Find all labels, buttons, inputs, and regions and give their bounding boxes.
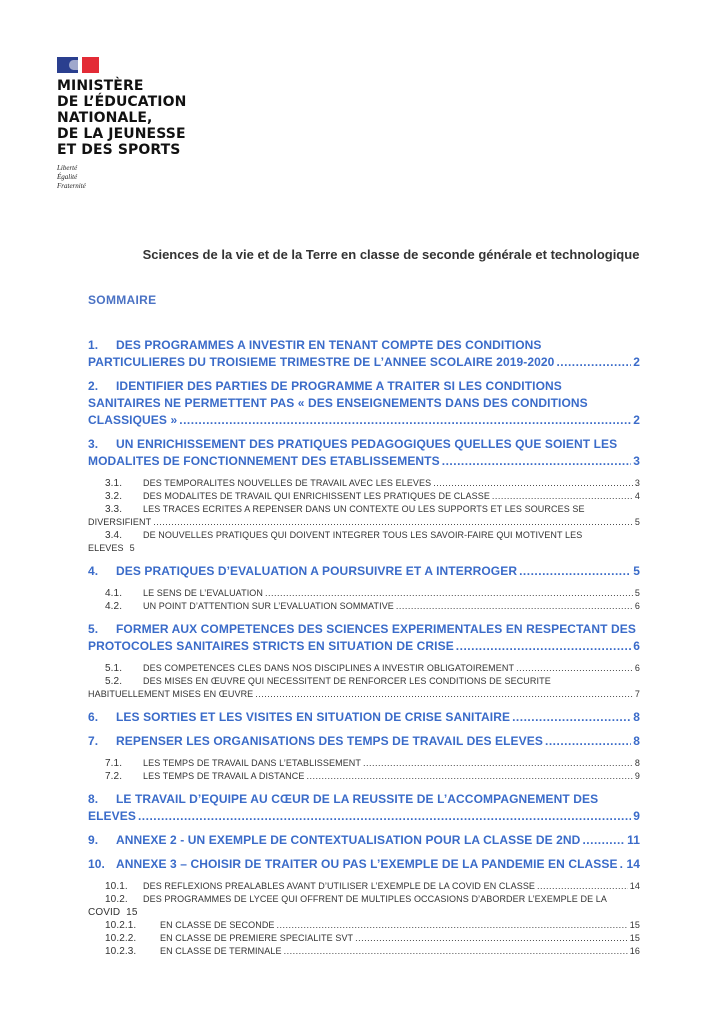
motto-line: Égalité <box>57 173 78 181</box>
toc-page-number: 3 <box>633 454 640 468</box>
toc-line <box>88 638 640 655</box>
toc-subsection-number: 3.3. <box>105 504 123 515</box>
toc-subsection-link[interactable] <box>88 662 640 675</box>
toc-section-link[interactable] <box>88 436 640 470</box>
french-flag-icon <box>57 57 99 73</box>
toc-leader-dots <box>284 945 628 958</box>
toc-entry-text: CLASSIQUES » <box>88 413 178 427</box>
toc-subsection-number: 3.2. <box>105 491 123 502</box>
ministry-line: MINISTÈRE <box>57 78 144 94</box>
toc-subsection-link[interactable] <box>88 880 640 893</box>
toc-line <box>88 856 640 873</box>
toc-subsection-number: 7.2. <box>105 771 123 782</box>
toc-subsection-link[interactable] <box>88 477 640 490</box>
toc-entry-text: EN CLASSE DE SECONDE <box>160 920 275 930</box>
toc-line <box>105 945 640 958</box>
toc-leader-dots <box>255 688 633 701</box>
toc-page-number: 2 <box>633 413 640 427</box>
toc-leader-dots <box>265 587 633 600</box>
toc-line <box>105 477 640 490</box>
toc-entry-text: DES COMPETENCES CLES DANS NOS DISCIPLINES A INVESTIR OBLIGATOIREMENT <box>143 663 515 673</box>
toc-subsection-link[interactable] <box>88 675 640 701</box>
toc-entry-text: UN POINT D’ATTENTION SUR L’EVALUATION SOMMATIVE <box>143 601 394 611</box>
toc-line <box>88 354 640 371</box>
toc-entry-text: LES TEMPS DE TRAVAIL DANS L’ETABLISSEMENT <box>143 758 361 768</box>
toc-leader-dots <box>396 600 633 613</box>
toc-leader-dots <box>492 490 633 503</box>
toc-section-number: 8. <box>88 792 99 806</box>
toc-entry-text: DES MODALITES DE TRAVAIL QUI ENRICHISSENT LES PRATIQUES DE CLASSE <box>143 491 490 501</box>
toc-subsection-number: 3.4. <box>105 530 123 541</box>
toc-subsection-link[interactable] <box>88 770 640 783</box>
toc-entry-text: PROTOCOLES SANITAIRES STRICTS EN SITUATION DE CRISE <box>88 639 454 653</box>
toc-line <box>88 688 640 701</box>
toc-entry-text: ELEVES <box>88 809 136 823</box>
toc-page-number: 6 <box>633 639 640 653</box>
toc-leader-dots <box>456 638 631 655</box>
toc-line <box>105 932 640 945</box>
toc-page-number: 15 <box>629 920 640 930</box>
toc-page-number: 8 <box>633 734 640 748</box>
toc-page-number: 5 <box>634 517 640 527</box>
toc-leader-dots <box>355 932 628 945</box>
ministry-line: ET DES SPORTS <box>57 142 181 158</box>
toc-subsection-link[interactable] <box>88 503 640 529</box>
toc-entry-text: EN CLASSE DE PREMIERE SPECIALITE SVT <box>160 933 354 943</box>
toc-line <box>88 563 640 580</box>
toc-leader-dots <box>363 757 633 770</box>
toc-entry-text: PARTICULIERES DU TROISIEME TRIMESTRE DE L’ANNEE SCOLAIRE 2019-2020 <box>88 355 555 369</box>
toc-page-number: 7 <box>634 689 640 699</box>
toc-line <box>88 832 640 849</box>
toc-entry-text: ELEVES <box>88 543 124 553</box>
toc-leader-dots <box>179 412 631 429</box>
toc-page-number: 5 <box>633 564 640 578</box>
toc-leader-dots <box>582 832 625 849</box>
toc-section-number: 9. <box>88 833 99 847</box>
toc-entry-text: 8. LE TRAVAIL D’EQUIPE AU CŒUR DE LA REUSSITE DE L’ACCOMPAGNEMENT DES <box>88 792 599 806</box>
toc-section-link[interactable] <box>88 733 640 750</box>
toc-page-number: 5 <box>129 543 135 553</box>
ministry-name <box>57 78 186 158</box>
toc-line <box>88 453 640 470</box>
toc-section-number: 4. <box>88 564 99 578</box>
toc-entry-text: LES TEMPS DE TRAVAIL A DISTANCE <box>143 771 305 781</box>
toc-page-number: 9 <box>633 809 640 823</box>
toc-entry-text: EN CLASSE DE TERMINALE <box>160 946 282 956</box>
toc-page-number: 8 <box>634 758 640 768</box>
toc-leader-dots <box>556 354 631 371</box>
toc-subsection-number: 3.1. <box>105 478 123 489</box>
toc-heading: SOMMAIRE <box>88 293 157 307</box>
toc-line <box>105 919 640 932</box>
toc-section-number: 1. <box>88 338 99 352</box>
toc-page-number: 4 <box>634 491 640 501</box>
toc-entry-text: 10.2. DES PROGRAMMES DE LYCEE QUI OFFRENT DE MULTIPLES OCCASIONS D’ABORDER L’EXEMPLE DE LA <box>105 894 607 905</box>
toc-entry-text: 5.2. DES MISES EN ŒUVRE QUI NECESSITENT DE RENFORCER LES CONDITIONS DE SECURITE <box>105 676 551 687</box>
toc-line <box>105 662 640 675</box>
toc-subsection-number: 10.2. <box>105 894 128 905</box>
toc-leader-dots <box>516 662 633 675</box>
motto-line: Fraternité <box>57 182 86 190</box>
toc-subsection-link[interactable] <box>88 529 640 555</box>
toc-leader-dots <box>545 733 631 750</box>
toc-leader-dots <box>138 808 631 825</box>
toc-line <box>105 757 640 770</box>
republic-motto <box>57 164 186 191</box>
toc-subsection-number: 4.2. <box>105 601 123 612</box>
toc-entry-text: DES TEMPORALITES NOUVELLES DE TRAVAIL AVEC LES ELEVES <box>143 478 432 488</box>
toc-page-number: 14 <box>629 881 640 891</box>
toc-page-number: 8 <box>633 710 640 724</box>
toc-entry-text: DES PRATIQUES D’EVALUATION A POURSUIVRE ET A INTERROGER <box>116 564 518 578</box>
toc-entry-text: 5. FORMER AUX COMPETENCES DES SCIENCES EXPERIMENTALES EN RESPECTANT DES <box>88 622 636 636</box>
toc-line <box>105 587 640 600</box>
toc-line <box>88 412 640 429</box>
toc-leader-dots <box>512 709 631 726</box>
ministry-line: NATIONALE, <box>57 110 153 126</box>
toc-entry-text: 3.4. DE NOUVELLES PRATIQUES QUI DOIVENT INTEGRER TOUS LES SAVOIR-FAIRE QUI MOTIVENT LES <box>105 530 583 541</box>
toc-page-number: 14 <box>626 857 640 871</box>
toc-page-number: 6 <box>634 601 640 611</box>
ministry-line: DE L’ÉDUCATION <box>57 94 187 110</box>
toc-entry-text: REPENSER LES ORGANISATIONS DES TEMPS DE TRAVAIL DES ELEVES <box>116 734 543 748</box>
toc-page-number: 3 <box>634 478 640 488</box>
toc-section-link[interactable] <box>88 563 640 580</box>
ministry-line: DE LA JEUNESSE <box>57 126 186 142</box>
toc-line <box>88 733 640 750</box>
toc-leader-dots <box>537 880 628 893</box>
toc-page-number: 2 <box>633 355 640 369</box>
toc-page-number: 6 <box>634 663 640 673</box>
toc-entry-text: LE SENS DE L’EVALUATION <box>143 588 264 598</box>
toc-line <box>105 490 640 503</box>
toc-section-link[interactable] <box>88 832 640 849</box>
toc-leader-dots <box>442 453 631 470</box>
toc-leader-dots <box>620 856 625 873</box>
toc-page-number: 15 <box>126 907 138 918</box>
toc-subsection-number: 10.2.3. <box>105 946 137 957</box>
toc-subsection-number: 10.2.1. <box>105 920 137 931</box>
toc-subsection-link[interactable] <box>88 600 640 613</box>
toc-entry-text: 3. UN ENRICHISSEMENT DES PRATIQUES PEDAGOGIQUES QUELLES QUE SOIENT LES <box>88 437 618 451</box>
toc-section-number: 6. <box>88 710 99 724</box>
toc-entry-text: SANITAIRES NE PERMETTENT PAS « DES ENSEIGNEMENTS DANS DES CONDITIONS <box>88 396 588 410</box>
toc-page-number: 5 <box>634 588 640 598</box>
toc-section-number: 2. <box>88 379 99 393</box>
toc-section-number: 7. <box>88 734 99 748</box>
toc-leader-dots <box>519 563 631 580</box>
toc-leader-dots <box>153 516 633 529</box>
toc-line <box>88 906 640 919</box>
toc-subsection-number: 7.1. <box>105 758 123 769</box>
toc-page-number: 11 <box>627 833 640 847</box>
table-of-contents <box>88 337 640 966</box>
toc-section-number: 3. <box>88 437 99 451</box>
toc-page-number: 9 <box>634 771 640 781</box>
toc-line <box>88 542 640 555</box>
toc-subsection-link[interactable] <box>88 490 640 503</box>
toc-section-link[interactable] <box>88 378 640 429</box>
toc-section-link[interactable] <box>88 856 640 873</box>
toc-line <box>105 600 640 613</box>
toc-subsection-number: 10.1. <box>105 881 128 892</box>
motto-line: Liberté <box>57 164 78 172</box>
toc-entry-text: DES REFLEXIONS PREALABLES AVANT D’UTILISER L’EXEMPLE DE LA COVID EN CLASSE <box>143 881 536 891</box>
toc-leader-dots <box>306 770 632 783</box>
toc-line <box>88 709 640 726</box>
toc-page-number: 16 <box>629 946 640 956</box>
toc-leader-dots <box>277 919 628 932</box>
toc-entry-text: 1. DES PROGRAMMES A INVESTIR EN TENANT COMPTE DES CONDITIONS <box>88 338 542 352</box>
ministry-logo <box>57 57 186 191</box>
toc-leader-dots <box>433 477 633 490</box>
toc-entry-text: 2. IDENTIFIER DES PARTIES DE PROGRAMME A TRAITER SI LES CONDITIONS <box>88 379 562 393</box>
toc-line <box>105 880 640 893</box>
document-title: Sciences de la vie et de la Terre en classe de seconde générale et technologique <box>142 247 640 262</box>
toc-subsection-number: 5.2. <box>105 676 123 687</box>
toc-line <box>105 770 640 783</box>
toc-section-number: 5. <box>88 622 99 636</box>
toc-section-link[interactable] <box>88 621 640 655</box>
toc-subsection-link[interactable] <box>88 932 640 945</box>
toc-subsection-link[interactable] <box>88 893 640 919</box>
toc-subsection-link[interactable] <box>88 757 640 770</box>
toc-section-link[interactable] <box>88 791 640 825</box>
toc-subsection-number: 10.2.2. <box>105 933 137 944</box>
toc-page-number: 15 <box>629 933 640 943</box>
toc-entry-text: ANNEXE 2 - UN EXEMPLE DE CONTEXTUALISATION POUR LA CLASSE DE 2ND <box>116 833 581 847</box>
toc-section-link[interactable] <box>88 709 640 726</box>
toc-subsection-number: 5.1. <box>105 663 123 674</box>
toc-line <box>88 808 640 825</box>
toc-subsection-link[interactable] <box>88 945 640 958</box>
toc-section-link[interactable] <box>88 337 640 371</box>
toc-subsection-link[interactable] <box>88 587 640 600</box>
toc-line <box>88 516 640 529</box>
toc-entry-text: 3.3. LES TRACES ECRITES A REPENSER DANS UN CONTEXTE OU LES SUPPORTS ET LES SOURCES SE <box>105 504 585 515</box>
toc-entry-text: DIVERSIFIENT <box>88 517 152 527</box>
toc-entry-text: COVID <box>88 907 121 918</box>
toc-entry-text: ANNEXE 3 – CHOISIR DE TRAITER OU PAS L’EXEMPLE DE LA PANDEMIE EN CLASSE <box>116 857 618 871</box>
toc-subsection-link[interactable] <box>88 919 640 932</box>
toc-section-number: 10. <box>88 857 105 871</box>
toc-subsection-number: 4.1. <box>105 588 123 599</box>
toc-entry-text: MODALITES DE FONCTIONNEMENT DES ETABLISSEMENTS <box>88 454 440 468</box>
toc-entry-text: LES SORTIES ET LES VISITES EN SITUATION DE CRISE SANITAIRE <box>116 710 511 724</box>
toc-entry-text: HABITUELLEMENT MISES EN ŒUVRE <box>88 689 254 699</box>
